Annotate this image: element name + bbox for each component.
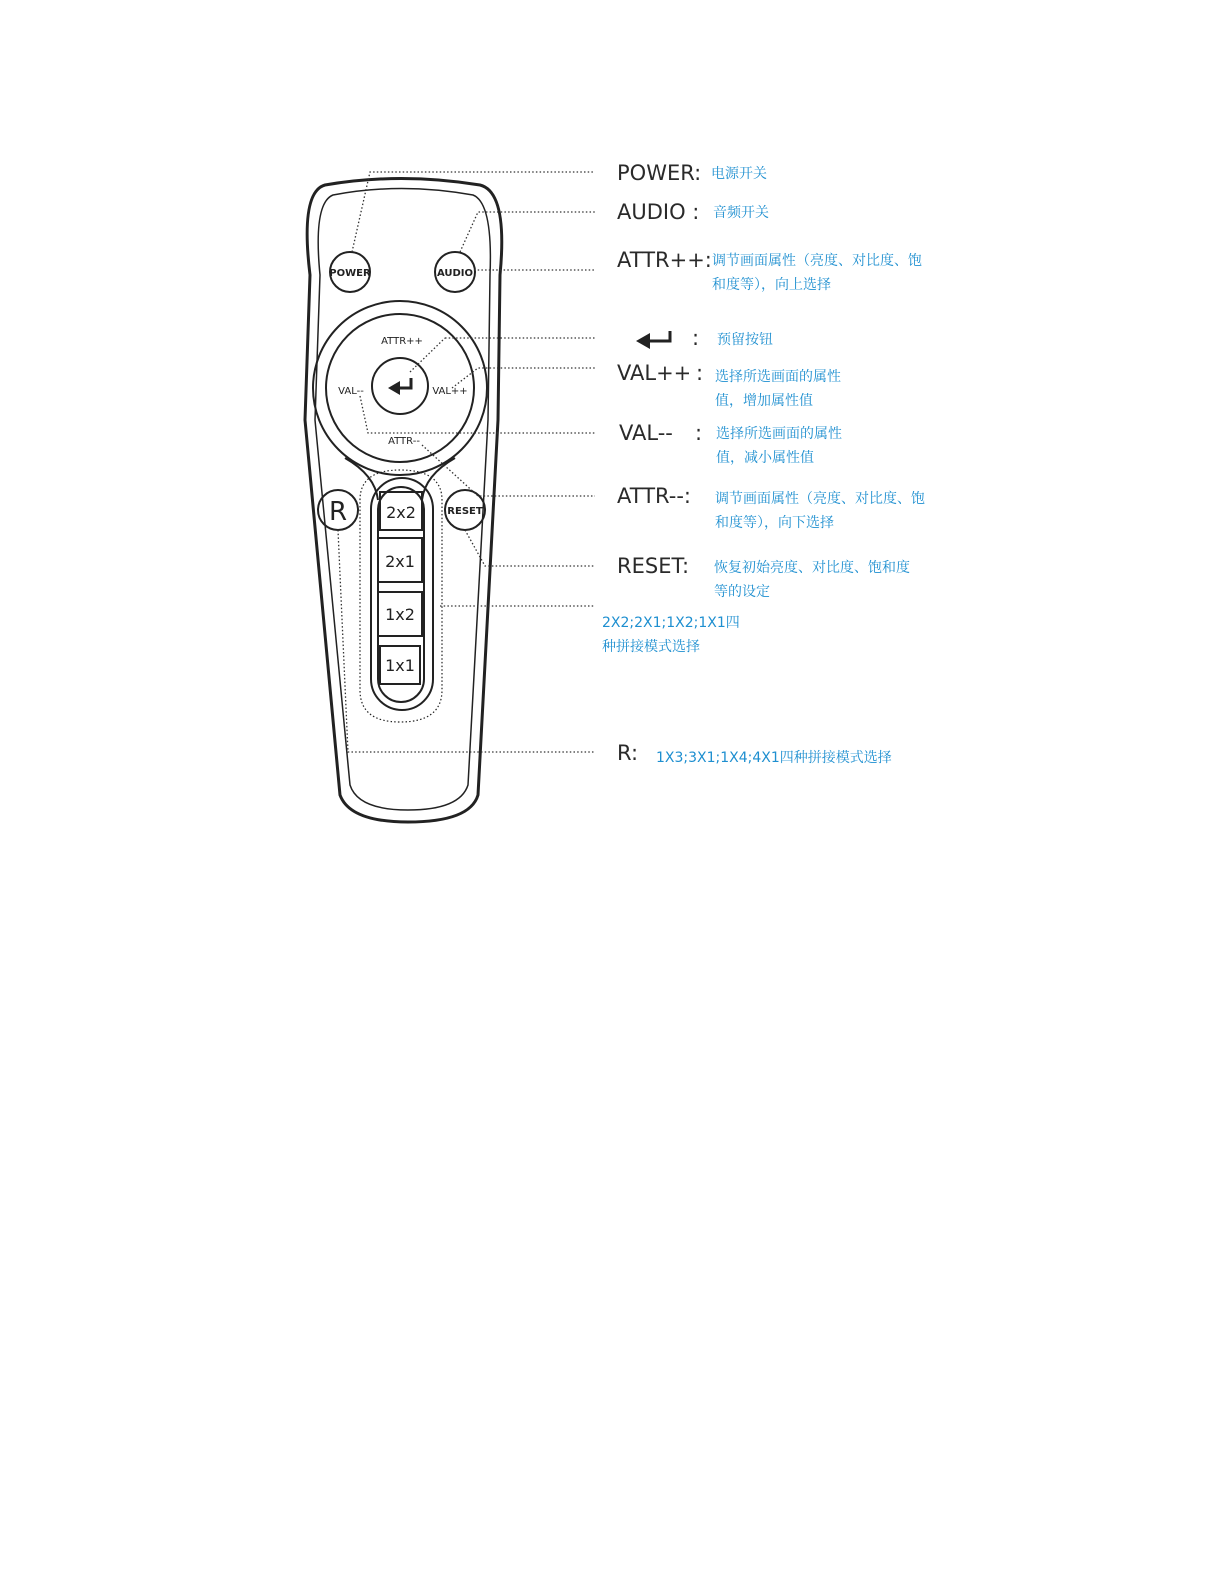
attr-up-callout-key: ATTR++:	[617, 248, 712, 272]
val-up-callout-desc-line1: 选择所选画面的属性	[715, 369, 841, 385]
val-down-callout-colon: :	[695, 421, 703, 445]
attr-down-callout-key: ATTR--:	[617, 484, 691, 508]
mode-button-group	[360, 470, 442, 722]
val-down-callout-desc-line2: 值，减小属性值	[716, 450, 814, 466]
audio-callout-key: AUDIO :	[617, 200, 700, 224]
attr-up-callout-desc-line2: 和度等），向上选择	[712, 277, 831, 293]
reset-callout-desc-line2: 等的设定	[714, 584, 770, 600]
val-down-callout-key: VAL--	[619, 421, 673, 445]
attr-down-callout-desc-line2: 和度等），向下选择	[715, 515, 834, 531]
dpad-down-label[interactable]: ATTR--	[388, 436, 420, 447]
val-down-callout-desc-line1: 选择所选画面的属性	[716, 426, 842, 442]
modes-callout-desc-line2: 种拼接模式选择	[602, 639, 700, 655]
power-button-label: POWER	[329, 268, 371, 279]
audio-callout-desc: 音频开关	[713, 205, 769, 221]
dpad-right-label[interactable]: VAL++	[432, 386, 468, 397]
mode-1x1-label: 1x1	[385, 656, 415, 675]
power-callout-desc: 电源开关	[711, 166, 767, 182]
audio-button-label: AUDIO	[436, 268, 474, 279]
r-callout-desc: 1X3;3X1;1X4;4X1四种拼接模式选择	[656, 750, 892, 766]
enter-callout-colon: :	[692, 326, 700, 350]
mode-1x2-label: 1x2	[385, 605, 415, 624]
reset-button[interactable]	[445, 490, 485, 530]
modes-callout-desc-line1: 2X2;2X1;1X2;1X1四	[602, 615, 740, 631]
return-arrow-icon	[388, 378, 411, 395]
r-button-label: R	[328, 497, 348, 527]
mode-1x2-button[interactable]	[378, 592, 422, 636]
enter-button[interactable]	[372, 358, 428, 414]
val-up-callout-colon: :	[696, 361, 704, 385]
audio-button[interactable]	[435, 252, 475, 292]
leader-attr-down	[422, 445, 595, 496]
attr-up-callout-desc-line1: 调节画面属性（亮度、对比度、饱	[712, 253, 922, 269]
leader-audio	[460, 212, 595, 252]
mode-2x1-label: 2x1	[385, 552, 415, 571]
leader-lines	[338, 172, 595, 752]
mode-1x1-button[interactable]	[380, 646, 420, 684]
power-button[interactable]	[329, 252, 371, 292]
dpad-up-label[interactable]: ATTR++	[381, 336, 423, 347]
dpad-left-label[interactable]: VAL--	[338, 386, 364, 397]
mode-2x1-button[interactable]	[378, 538, 422, 582]
r-callout-key: R:	[617, 741, 639, 765]
power-callout-key: POWER:	[617, 161, 702, 185]
attr-down-callout-desc-line1: 调节画面属性（亮度、对比度、饱	[715, 491, 925, 507]
leader-reset	[465, 530, 595, 566]
enter-callout-desc: 预留按钮	[717, 332, 773, 348]
mode-2x2-button[interactable]	[380, 492, 422, 530]
reset-button-label: RESET	[447, 506, 483, 517]
reset-callout-desc-line1: 恢复初始亮度、对比度、饱和度	[714, 560, 910, 576]
reset-callout-key: RESET:	[617, 554, 690, 578]
leader-r	[338, 530, 595, 752]
enter-callout-icon	[636, 331, 670, 349]
mode-2x2-label: 2x2	[386, 503, 416, 522]
val-up-callout-key: VAL++	[617, 361, 692, 385]
val-up-callout-desc-line2: 值，增加属性值	[715, 393, 813, 409]
